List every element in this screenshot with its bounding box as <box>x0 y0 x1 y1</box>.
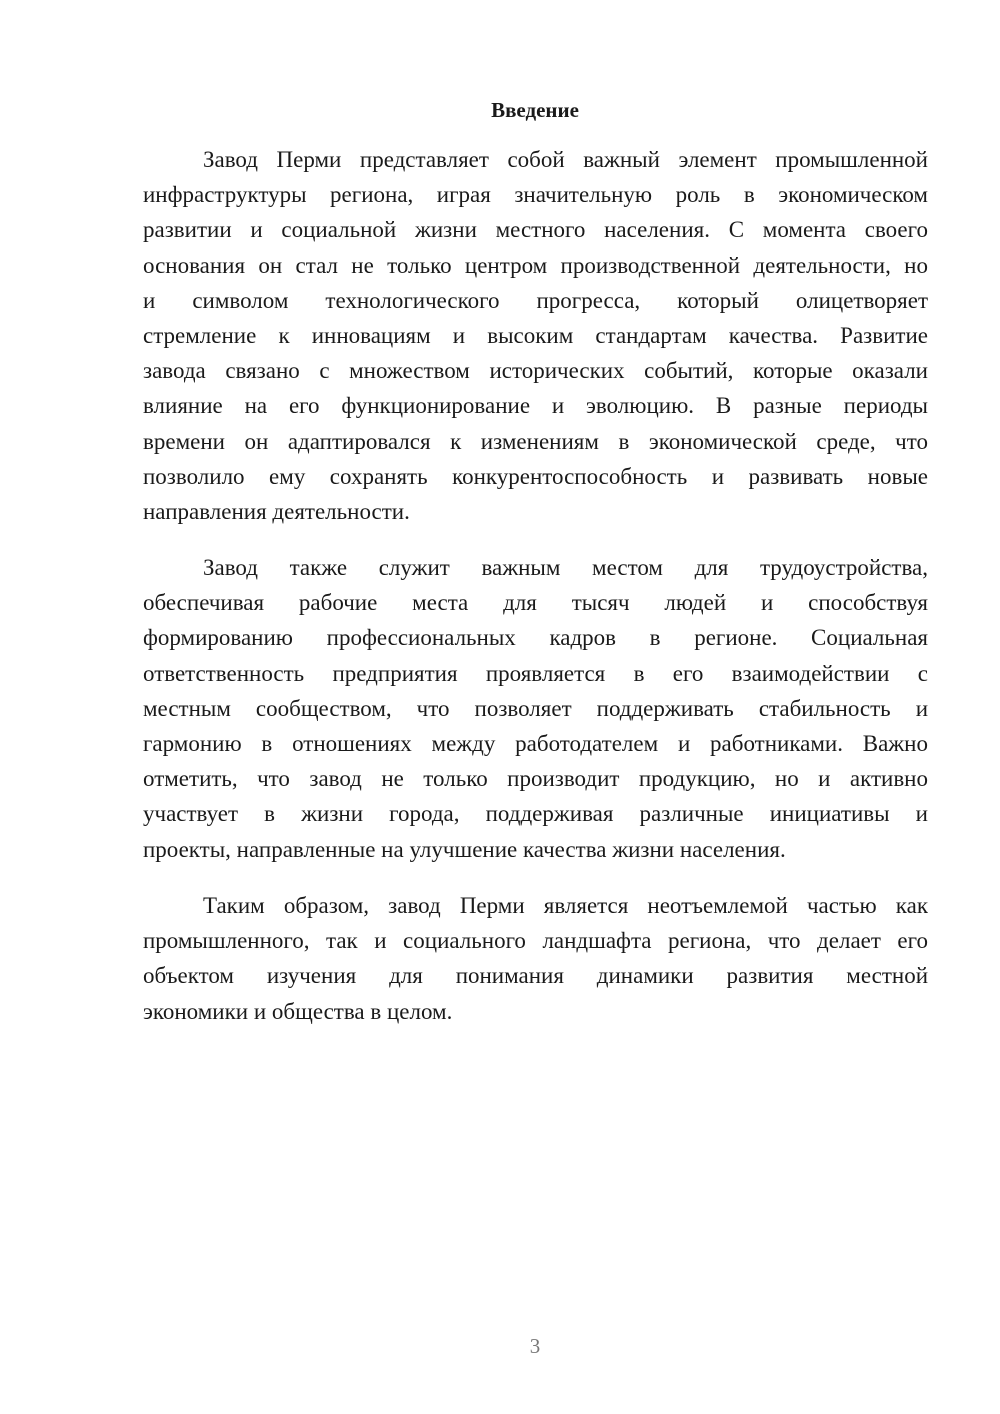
text-line: основания он стал не только центром производственной деятельности, но <box>143 252 928 278</box>
document-title: Введение <box>491 98 579 122</box>
text-line: ответственность предприятия проявляется в его взаимодействии с <box>143 660 928 686</box>
text-line: завода связано с множеством исторических событий, которые оказали <box>143 358 928 384</box>
paragraph-1 <box>143 142 928 529</box>
text-line: местным сообществом, что позволяет поддерживать стабильность и <box>143 695 928 721</box>
text-line: Таким образом, завод Перми является неотъемлемой частью как <box>203 893 928 918</box>
text-line: отметить, что завод не только производит продукцию, но и активно <box>143 766 928 792</box>
text-line: гармонию в отношениях между работодателем и работниками. Важно <box>143 730 928 756</box>
paragraph-2 <box>143 550 928 867</box>
text-line: Завод также служит важным местом для трудоустройства, <box>203 555 928 580</box>
text-line: промышленного, так и социального ландшафта региона, что делает его <box>143 928 928 954</box>
text-line: времени он адаптировался к изменениям в экономической среде, что <box>143 428 928 454</box>
text-line: обеспечивая рабочие места для тысяч людей и способствуя <box>143 590 928 616</box>
text-line: инфраструктуры региона, играя значительную роль в экономическом <box>143 182 928 208</box>
text-line: влияние на его функционирование и эволюцию. В разные периоды <box>143 393 928 419</box>
text-line: проекты, направленные на улучшение качества жизни населения. <box>143 836 786 862</box>
text-line: объектом изучения для понимания динамики развития местной <box>143 963 928 989</box>
text-line: Завод Перми представляет собой важный элемент промышленной <box>203 147 928 172</box>
paragraph-3 <box>143 888 928 1029</box>
text-line: экономики и общества в целом. <box>143 998 453 1024</box>
text-line: стремление к инновациям и высоким стандартам качества. Развитие <box>143 322 928 348</box>
text-line: позволило ему сохранять конкурентоспособность и развивать новые <box>143 463 928 489</box>
text-line: и символом технологического прогресса, который олицетворяет <box>143 287 928 313</box>
text-line: формированию профессиональных кадров в регионе. Социальная <box>143 625 928 651</box>
text-line: развитии и социальной жизни местного населения. С момента своего <box>143 217 928 243</box>
page-number: 3 <box>529 1334 541 1358</box>
text-line: направления деятельности. <box>143 498 410 524</box>
text-line: участвует в жизни города, поддерживая различные инициативы и <box>143 801 928 827</box>
